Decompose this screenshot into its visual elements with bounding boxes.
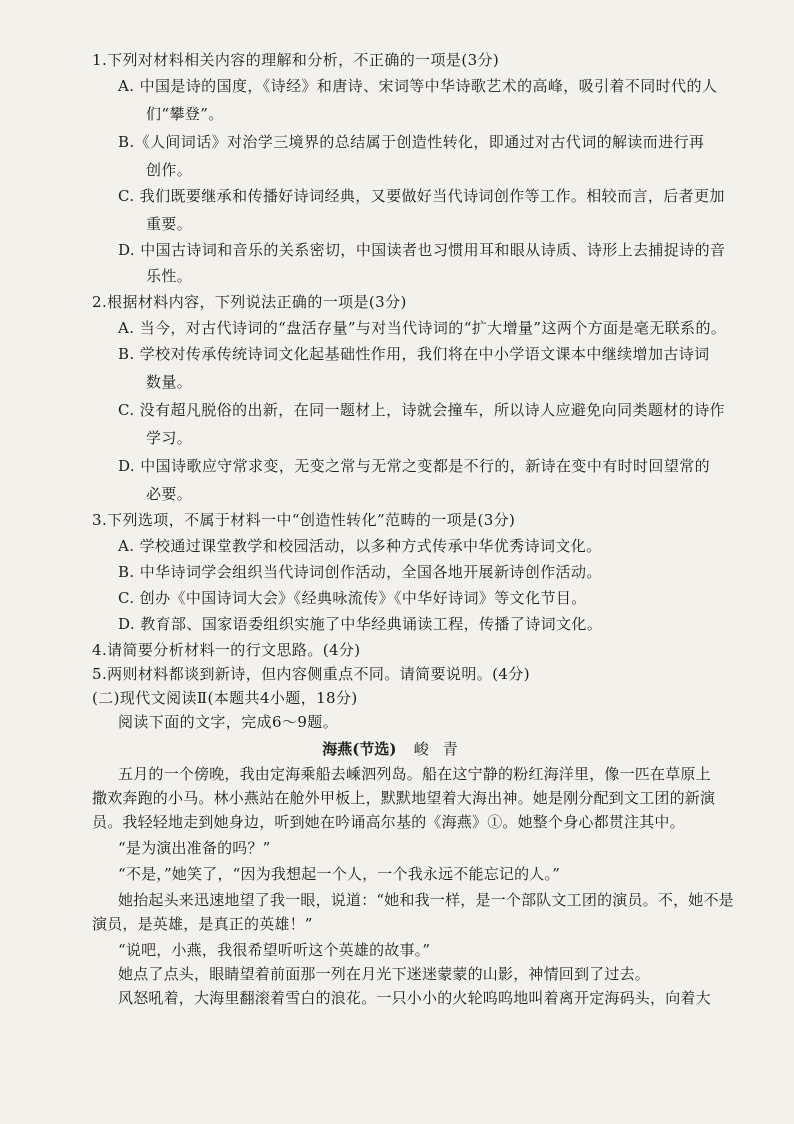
option-3a: A. 学校通过课堂教学和校园活动，以多种方式传承中华优秀诗词文化。 xyxy=(118,537,602,555)
option-2d-cont: 必要。 xyxy=(146,485,193,503)
passage-line: 员。我轻轻地走到她身边，听到她在吟诵高尔基的《海燕》①。她整个身心都贯注其中。 xyxy=(92,813,685,831)
option-3b: B. 中华诗词学会组织当代诗词创作活动，全国各地开展新诗创作活动。 xyxy=(118,563,602,581)
passage-line: 撒欢奔跑的小马。林小燕站在舱外甲板上，默默地望着大海出神。她是刚分配到文工团的新演 xyxy=(92,789,716,807)
option-2b-cont: 数量。 xyxy=(146,373,193,391)
option-3c: C. 创办《中国诗词大会》《经典咏流传》《中华好诗词》等文化节目。 xyxy=(118,589,587,607)
option-2c: C. 没有超凡脱俗的出新，在同一题材上，诗就会撞车，所以诗人应避免向同类题材的诗作 xyxy=(118,401,725,419)
option-1d-cont: 乐性。 xyxy=(146,267,193,285)
passage-title-row xyxy=(0,738,794,759)
passage-line: “不是，”她笑了，“因为我想起一个人，一个我永远不能忘记的人。” xyxy=(118,865,561,883)
reading-instruction: 阅读下面的文字，完成6～9题。 xyxy=(118,713,339,731)
option-1c-cont: 重要。 xyxy=(146,215,193,233)
question-2: 2.根据材料内容，下列说法正确的一项是(3分) xyxy=(92,293,407,311)
option-2d: D. 中国诗歌应守常求变，无变之常与无常之变都是不行的，新诗在变中有时时回望常的 xyxy=(118,457,711,475)
passage-line: “是为演出准备的吗？” xyxy=(118,839,271,857)
option-2c-cont: 学习。 xyxy=(146,429,193,447)
passage-line: 她点了点头，眼睛望着前面那一列在月光下迷迷蒙蒙的山影，神情回到了过去。 xyxy=(118,965,651,983)
question-3: 3.下列选项，不属于材料一中“创造性转化”范畴的一项是(3分) xyxy=(92,511,516,529)
passage-line: 五月的一个傍晚，我由定海乘船去嵊泗列岛。船在这宁静的粉红海洋里，像一匹在草原上 xyxy=(118,765,711,783)
question-4: 4.请简要分析材料一的行文思路。(4分) xyxy=(92,641,361,659)
option-1a: A. 中国是诗的国度，《诗经》和唐诗、宋词等中华诗歌艺术的高峰，吸引着不同时代的人 xyxy=(118,77,718,95)
option-1c: C. 我们既要继承和传播好诗词经典，又要做好当代诗词创作等工作。相较而言，后者更加 xyxy=(118,187,725,205)
option-3d: D. 教育部、国家语委组织实施了中华经典诵读工程，传播了诗词文化。 xyxy=(118,615,603,633)
section-heading: (二)现代文阅读Ⅱ(本题共4小题，18分) xyxy=(92,689,358,707)
question-5: 5.两则材料都谈到新诗，但内容侧重点不同。请简要说明。(4分) xyxy=(92,665,530,683)
passage-author: 峻青 xyxy=(413,740,472,758)
passage-line: 风怒吼着，大海里翻滚着雪白的浪花。一只小小的火轮呜呜地叫着离开定海码头，向着大 xyxy=(118,989,711,1007)
option-1d: D. 中国古诗词和音乐的关系密切，中国读者也习惯用耳和眼从诗质、诗形上去捕捉诗的音 xyxy=(118,241,726,259)
passage-line: 她抬起头来迅速地望了我一眼，说道：“她和我一样，是一个部队文工团的演员。不，她不是 xyxy=(118,891,734,909)
passage-line: “说吧，小燕，我很希望听听这个英雄的故事。” xyxy=(118,941,431,959)
option-2b: B. 学校对传承传统诗词文化起基础性作用，我们将在中小学语文课本中继续增加古诗词 xyxy=(118,345,710,363)
option-1b-cont: 创作。 xyxy=(146,161,193,179)
passage-title: 海燕(节选) xyxy=(322,740,397,758)
question-1: 1.下列对材料相关内容的理解和分析，不正确的一项是(3分) xyxy=(92,51,500,69)
option-1b: B.《人间词话》对治学三境界的总结属于创造性转化，即通过对古代词的解读而进行再 xyxy=(118,133,705,151)
passage-line: 演员，是英雄，是真正的英雄！” xyxy=(92,915,313,933)
option-1a-cont: 们“攀登”。 xyxy=(146,105,224,123)
option-2a: A. 当今，对古代诗词的“盘活存量”与对当代诗词的“扩大增量”这两个方面是毫无联系的。 xyxy=(118,319,727,337)
